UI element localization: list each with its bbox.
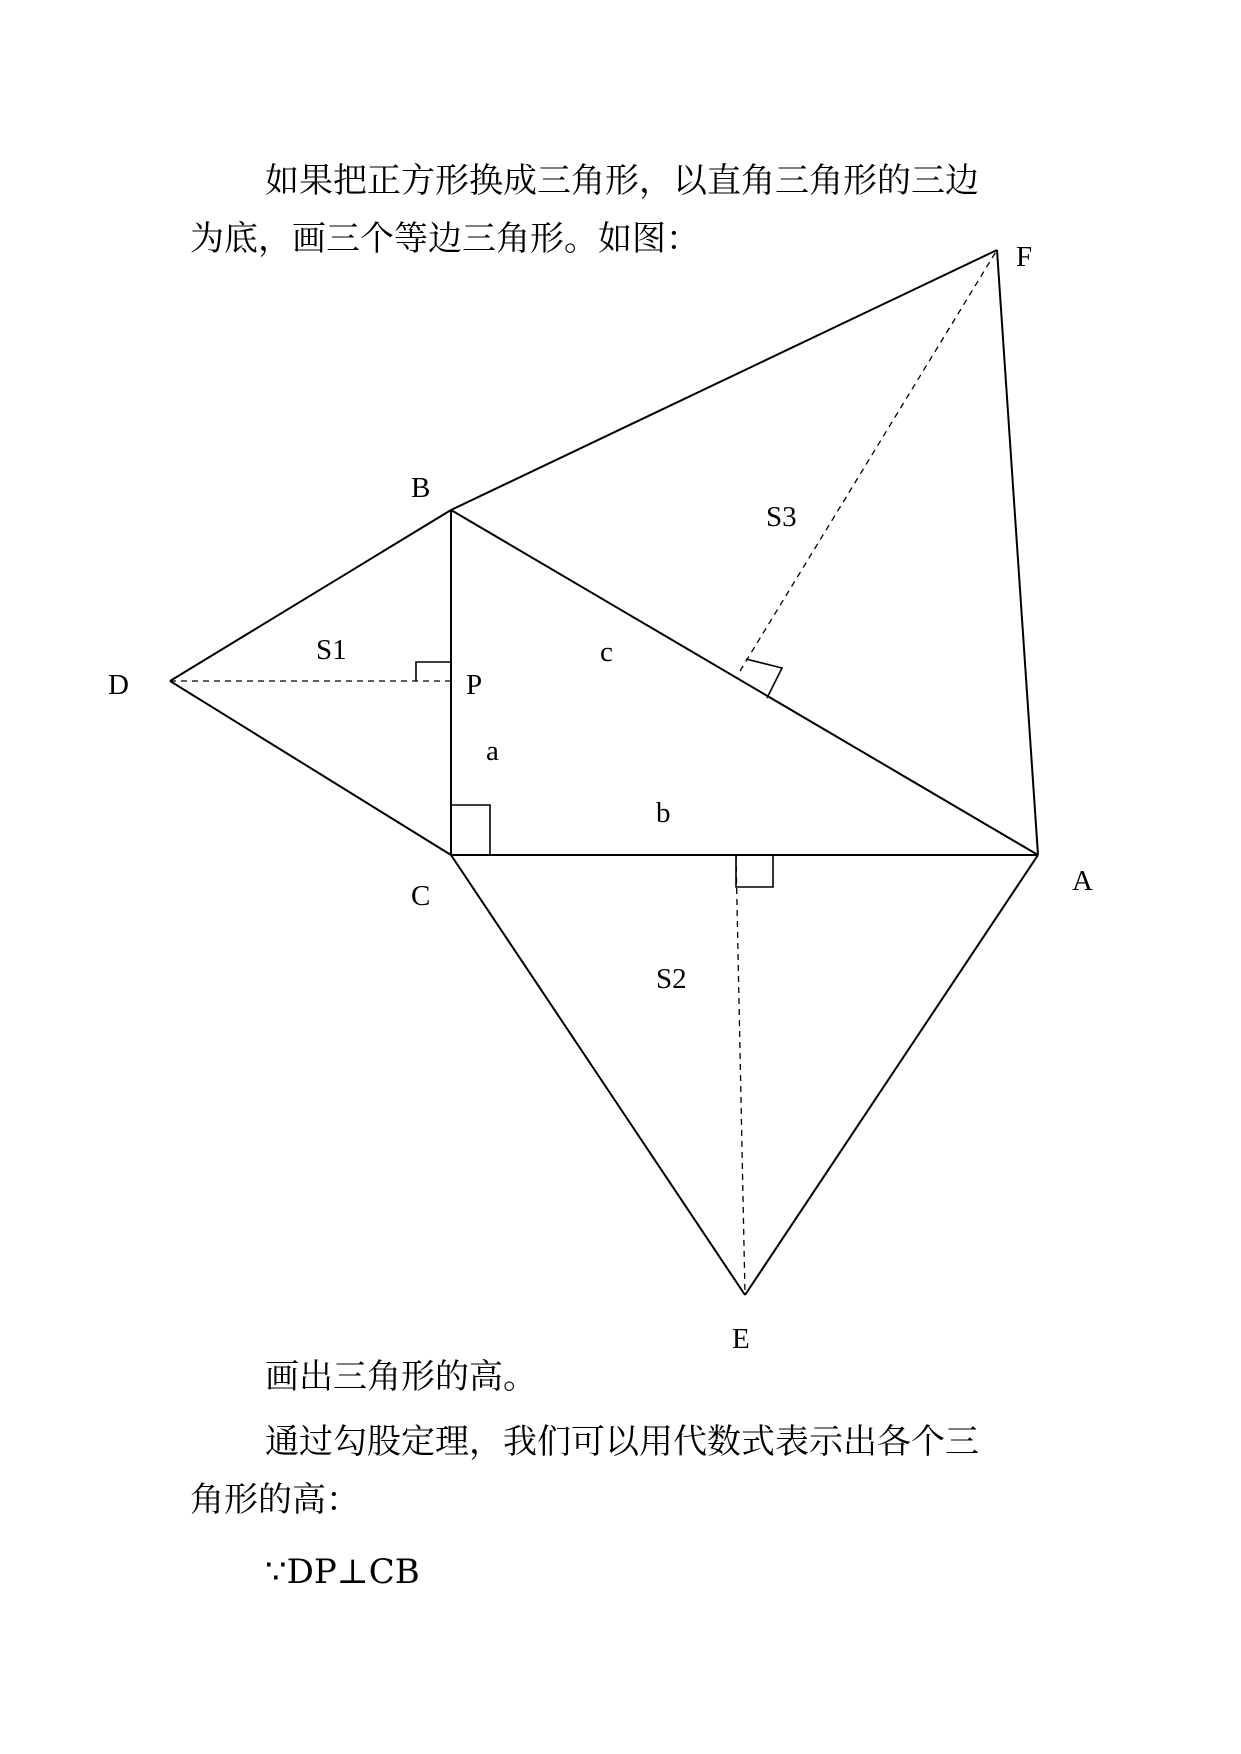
after-paragraph-1 [0,1348,537,1406]
intro-line-2: 为底，画三个等边三角形。如图： [190,219,700,259]
label-d: D [108,669,129,701]
side-bf [451,250,997,510]
intro-line-1: 如果把正方形换成三角形，以直角三角形的三边 [265,161,979,201]
label-s2: S2 [656,963,687,995]
side-ba [451,510,1038,855]
label-side-a: a [486,735,499,767]
label-side-b: b [656,797,671,829]
after-paragraph-3 [0,1543,420,1601]
side-db [170,510,451,681]
label-f: F [1016,241,1033,273]
after-line-1: 画出三角形的高。 [265,1357,537,1397]
label-s3: S3 [766,501,797,533]
height-e [736,855,745,1295]
after-line-3: ∵DP⊥CB [265,1552,420,1592]
label-b: B [411,472,431,504]
after-paragraph-2 [0,1413,979,1529]
side-ce [451,855,745,1295]
right-angle-e [736,855,773,887]
right-angle-c [451,805,490,855]
right-angle-f [746,659,782,698]
side-af [997,250,1038,855]
label-c: C [411,880,431,912]
label-s1: S1 [316,634,347,666]
label-e: E [732,1323,750,1355]
right-angle-p [416,662,451,681]
label-a-point: A [1072,865,1093,897]
after-line-2a: 通过勾股定理，我们可以用代数式表示出各个三 [265,1422,979,1462]
label-side-c: c [600,636,613,668]
label-p: P [466,669,483,701]
side-ae [745,855,1038,1295]
height-f [740,250,997,671]
after-line-2b: 角形的高： [190,1480,360,1520]
side-dc [170,681,451,855]
